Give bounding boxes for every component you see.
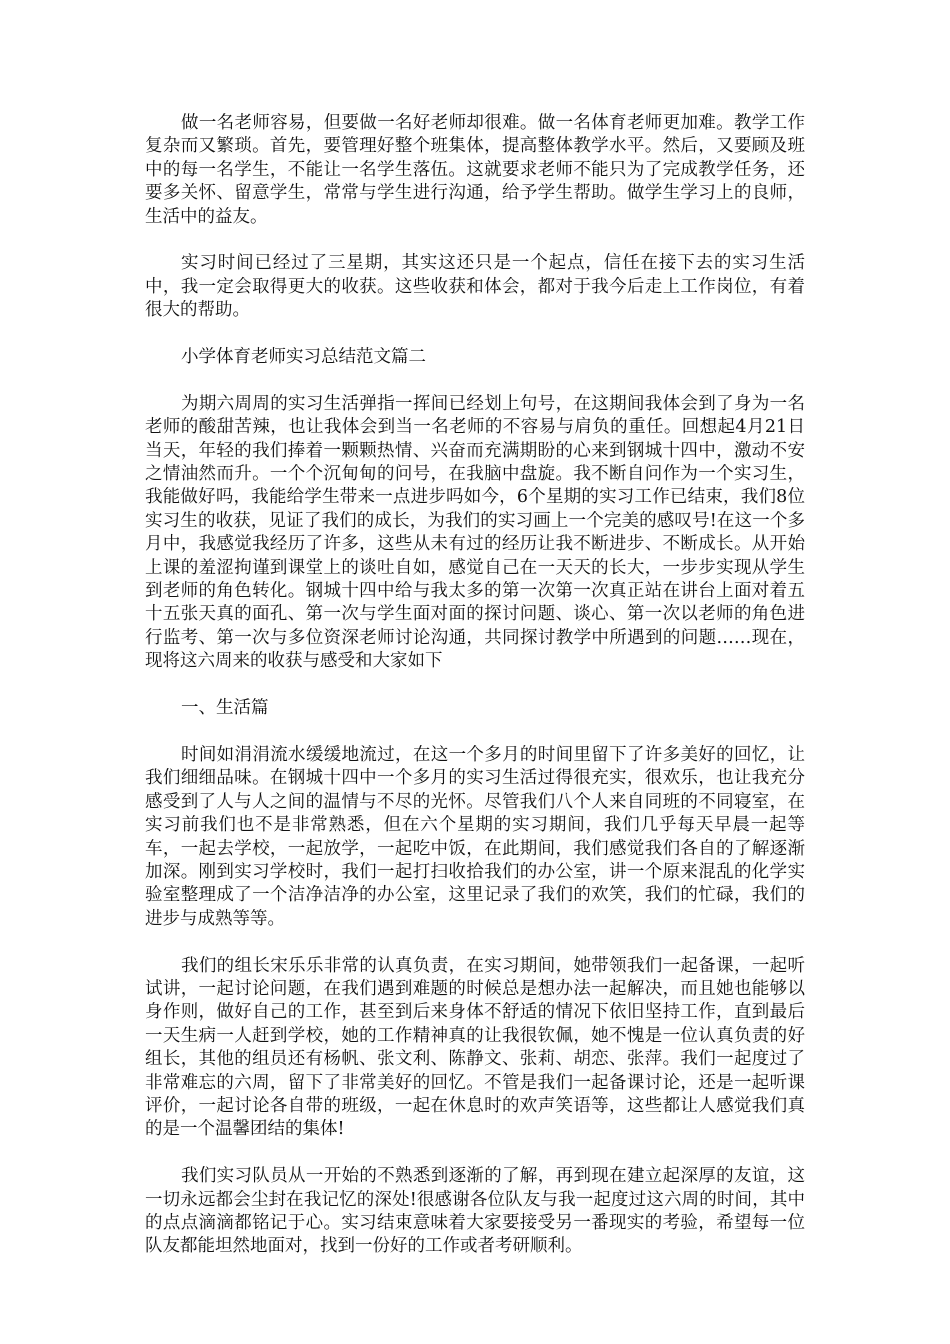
document-body [145, 112, 805, 1282]
paragraph-group-leader: 我们的组长宋乐乐非常的认真负责，在实习期间，她带领我们一起备课，一起听试讲，一起讨论问题，在我们遇到难题的时候总是想办法一起解决，而且她也能够以身作则，做好自己的工作，甚至到后来身体不舒适的情况下依旧坚持工作，直到最后一天生病一人赶到学校，她的工作精神真的让我很钦佩，她不愧是一位认真负责的好组长，其他的组员还有杨帆、张文利、陈静文、张莉、胡恋、张萍。我们一起度过了非常难忘的六周，留下了非常美好的回忆。不管是我们一起备课讨论，还是一起听课评价，一起讨论各自带的班级，一起在休息时的欢声笑语等，这些都让人感觉我们真的是一个温馨团结的集体! [145, 955, 805, 1140]
paragraph-teaching-difficulty: 做一名老师容易，但要做一名好老师却很难。做一名体育老师更加难。教学工作复杂而又繁琐。首先，要管理好整个班集体，提高整体教学水平。然后，又要顾及班中的每一名学生，不能让一名学生落伍。这就要求老师不能只为了完成教学任务，还要多关怀、留意学生，常常与学生进行沟通，给予学生帮助。做学生学习上的良师，生活中的益友。 [145, 113, 805, 227]
section-title-part-two: 小学体育老师实习总结范文篇二 [181, 347, 426, 368]
paragraph-six-weeks-intro: 为期六周周的实习生活弹指一挥间已经划上句号，在这期间我体会到了身为一名老师的酸甜苦辣，也让我体会到当一名老师的不容易与肩负的重任。回想起4月21日当天，年轻的我们捧着一颗颗热情、兴奋而充满期盼的心来到钢城十四中，激动不安之情油然而升。一个个沉甸甸的问号，在我脑中盘旋。我不断自问作为一个实习生，我能做好吗，我能给学生带来一点进步吗如今，6个星期的实习工作已结束，我们8位实习生的收获，见证了我们的成长，为我们的实习画上一个完美的感叹号!在这一个多月中，我感觉我经历了许多，这些从未有过的经历让我不断进步、不断成长。从开始上课的羞涩拘谨到课堂上的谈吐自如，感觉自己在一天天的长大，一步步实现从学生到老师的角色转化。钢城十四中给与我太多的第一次第一次真正站在讲台上面对着五十五张天真的面孔、第一次与学生面对面的探讨问题、谈心、第一次以老师的角色进行监考、第一次与多位资深老师讨论沟通，共同探讨教学中所遇到的问题……现在，现将这六周来的收获与感受和大家如下 [145, 393, 805, 672]
paragraph-three-weeks: 实习时间已经过了三星期，其实这还只是一个起点，信任在接下去的实习生活中，我一定会取得更大的收获。这些收获和体会，都对于我今后走上工作岗位，有着很大的帮助。 [145, 253, 805, 321]
paragraph-time-flows: 时间如涓涓流水缓缓地流过，在这一个多月的时间里留下了许多美好的回忆，让我们细细品味。在钢城十四中一个多月的实习生活过得很充实，很欢乐，也让我充分感受到了人与人之间的温情与不尽的光怀。尽管我们八个人来自同班的不同寝室，在实习前我们也不是非常熟悉，但在六个星期的实习期间，我们几乎每天早晨一起等车，一起去学校，一起放学，一起吃中饭，在此期间，我们感觉我们各自的了解逐渐加深。刚到实习学校时，我们一起打扫收拾我们的办公室，讲一个原来混乱的化学实验室整理成了一个洁净洁净的办公室，这里记录了我们的欢笑，我们的忙碌，我们的进步与成熟等等。 [145, 744, 805, 929]
paragraph-team-friendship: 我们实习队员从一开始的不熟悉到逐渐的了解，再到现在建立起深厚的友谊，这一切永远都会尘封在我记忆的深处!很感谢各位队友与我一起度过这六周的时间，其中的点点滴滴都铭记于心。实习结束意味着大家要接受另一番现实的考验，希望每一位队友都能坦然地面对，找到一份好的工作或者考研顺利。 [145, 1166, 805, 1257]
section-heading-life: 一、生活篇 [181, 698, 269, 719]
